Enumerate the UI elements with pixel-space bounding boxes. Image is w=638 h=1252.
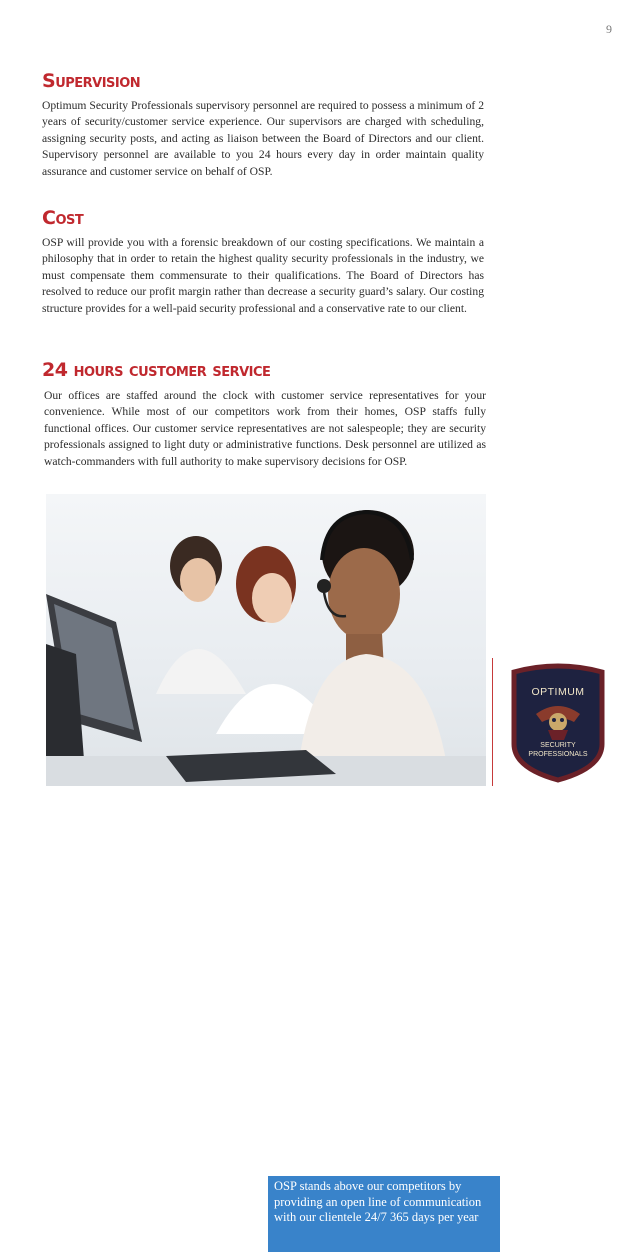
section-heading-supervision: Supervision [42, 70, 141, 92]
headset-ear [317, 579, 331, 593]
section-heading-cost: Cost [42, 207, 84, 229]
section-body-supervision: Optimum Security Professionals supervisory personnel are required to possess a minimum of 2 years of security/customer service experience. Our supervisors are charged with scheduling, assigning security posts, and acting as liaison between the Board of Directors and our client. Supervisory personnel are available to you 24 hours every day in order maintain quality assurance and customer service on behalf of OSP. [42, 99, 484, 178]
logo-subtitle-line2: PROFESSIONALS [528, 750, 588, 758]
section-body-customer-service: Our offices are staffed around the clock with customer service representatives for your convenience. While most of our competitors work from their homes, OSP staffs fully functional offices. Our customer service representatives are not salespeople; they are security professionals assigned to light duty or administrative functions. Desk personnel are utilized as watch-commanders with full authority to make supervisory decisions for OSP. [44, 389, 486, 468]
call-center-photo [46, 494, 486, 1224]
optimum-logo [508, 664, 608, 782]
bg-person-face [180, 558, 216, 602]
logo-subtitle [508, 742, 608, 759]
bg-person-shirt [156, 649, 246, 694]
red-divider-line [492, 658, 493, 786]
page-number: 9 [606, 22, 612, 36]
logo-shield-icon [508, 664, 608, 782]
eagle-head-icon [549, 713, 567, 731]
main-person-face [328, 548, 400, 640]
section-heading-customer-service: 24 hours customer service [42, 359, 271, 381]
middle-person-face [252, 573, 292, 623]
logo-name: OPTIMUM [531, 686, 585, 698]
call-center-illustration [46, 494, 486, 786]
photo-caption: OSP stands above our competitors by providing an open line of communication with our clientele 24/7 365 days per year [268, 1176, 500, 1252]
logo-subtitle-line1: SECURITY [540, 742, 576, 749]
section-body-cost: OSP will provide you with a forensic breakdown of our costing specifications. We maintain a philosophy that in order to retain the highest quality security professionals in the industry, we must compensate them commensurate to their qualifications. The Board of Directors has resolved to reduce our profit margin rather than decrease a security guard’s salary. Our costing structure provides for a well-paid security professional and a conservative rate to our client. [42, 236, 484, 315]
